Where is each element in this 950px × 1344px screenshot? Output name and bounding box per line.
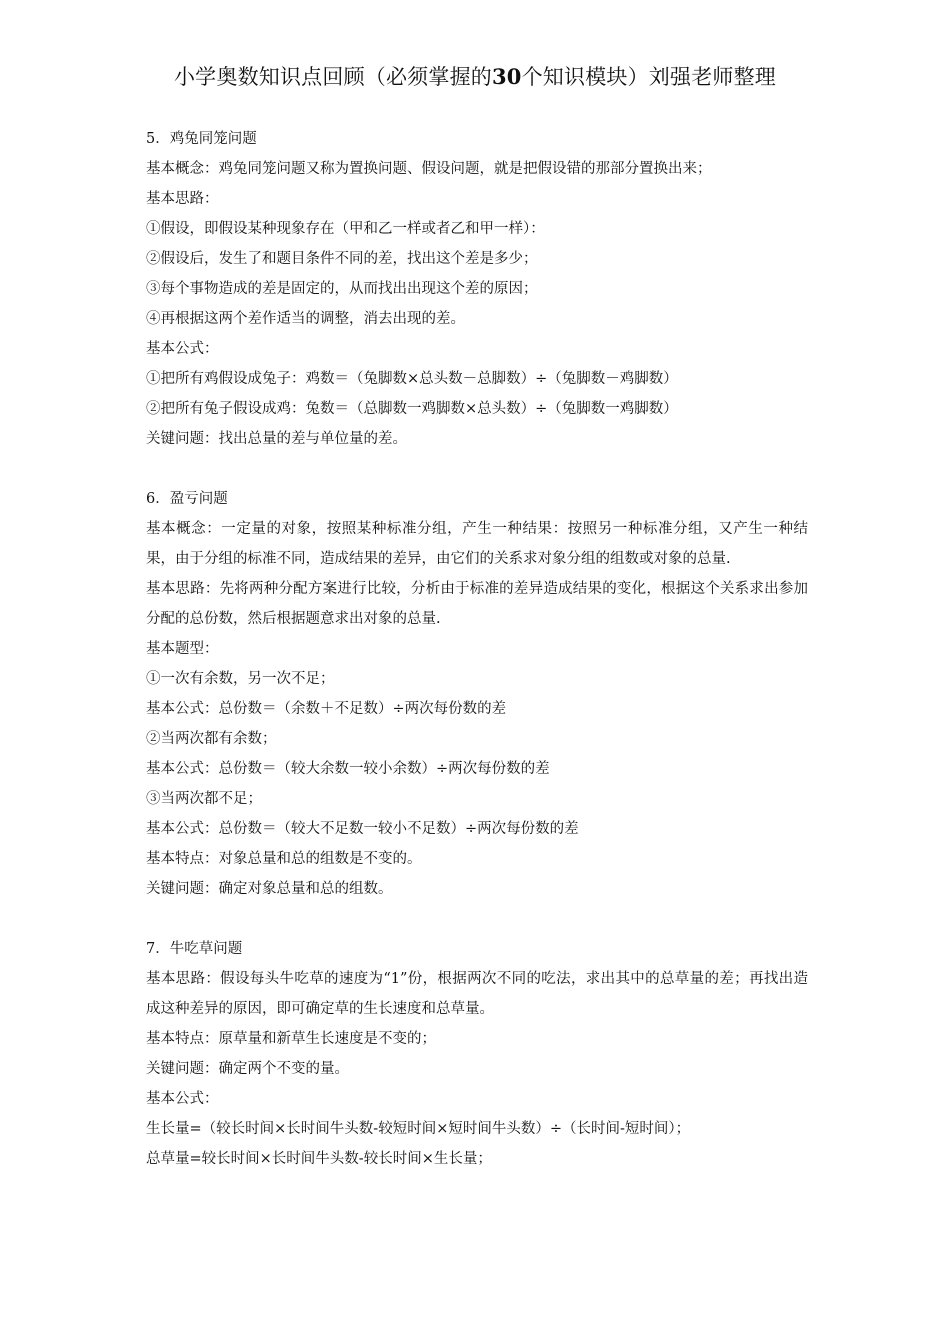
paragraph-line: 基本概念：一定量的对象，按照某种标准分组，产生一种结果：按照另一种标准分组，又产生一种结果，由于分组的标准不同，造成结果的差异，由它们的关系求对象分组的组数或对象的总量. — [146, 521, 808, 567]
section-heading: 5．鸡兔同笼问题 — [146, 131, 257, 147]
paragraph-line: 关键问题：找出总量的差与单位量的差。 — [146, 431, 407, 447]
paragraph-line: 基本公式： — [146, 1091, 219, 1107]
paragraph-line: 基本概念：鸡兔同笼问题又称为置换问题、假设问题，就是把假设错的那部分置换出来； — [146, 161, 712, 177]
paragraph-line: ①假设，即假设某种现象存在（甲和乙一样或者乙和甲一样）： — [146, 221, 545, 237]
paragraph-line: 生长量=（较长时间×长时间牛头数-较短时间×短时间牛头数）÷（长时间-短时间）； — [146, 1121, 691, 1137]
paragraph-line: ②当两次都有余数； — [146, 731, 277, 747]
paragraph-line: ①一次有余数，另一次不足； — [146, 671, 335, 687]
paragraph-line: 总草量=较长时间×长时间牛头数-较长时间×生长量； — [146, 1151, 492, 1167]
paragraph-line: 基本思路：先将两种分配方案进行比较，分析由于标准的差异造成结果的变化，根据这个关系求出参加分配的总份数，然后根据题意求出对象的总量. — [146, 581, 808, 627]
paragraph-line: 基本公式：总份数＝（余数＋不足数）÷两次每份数的差 — [146, 701, 507, 717]
paragraph-line: 基本思路： — [146, 191, 219, 207]
paragraph-line: ①把所有鸡假设成兔子：鸡数＝（兔脚数×总头数－总脚数）÷（兔脚数－鸡脚数） — [146, 371, 678, 387]
title-number: 30 — [491, 64, 522, 89]
paragraph-line: ②假设后，发生了和题目条件不同的差，找出这个差是多少； — [146, 251, 538, 267]
paragraph-line: 基本公式： — [146, 341, 219, 357]
paragraph-line: 关键问题：确定对象总量和总的组数。 — [146, 881, 393, 897]
section-spacer — [146, 454, 808, 484]
paragraph-line: 基本特点：对象总量和总的组数是不变的。 — [146, 851, 422, 867]
paragraph-line: 基本特点：原草量和新草生长速度是不变的； — [146, 1031, 436, 1047]
section-spacer — [146, 904, 808, 934]
paragraph-line: 基本公式：总份数＝（较大余数一较小余数）÷两次每份数的差 — [146, 761, 550, 777]
paragraph-line: 关键问题：确定两个不变的量。 — [146, 1061, 349, 1077]
title-prefix: 小学奥数知识点回顾（必须掌握的 — [173, 65, 492, 89]
section-heading: 6．盈亏问题 — [146, 491, 228, 507]
document-body — [146, 124, 808, 1174]
section-heading: 7．牛吃草问题 — [146, 941, 243, 957]
paragraph-line: ③当两次都不足； — [146, 791, 262, 807]
paragraph-line: 基本思路：假设每头牛吃草的速度为“1”份，根据两次不同的吃法，求出其中的总草量的差；再找出造成这种差异的原因，即可确定草的生长速度和总草量。 — [146, 971, 808, 1017]
paragraph-line: 基本题型： — [146, 641, 219, 657]
page-title — [0, 62, 950, 92]
paragraph-line: 基本公式：总份数＝（较大不足数一较小不足数）÷两次每份数的差 — [146, 821, 579, 837]
paragraph-line: ②把所有兔子假设成鸡：兔数＝（总脚数一鸡脚数×总头数）÷（兔脚数一鸡脚数） — [146, 401, 678, 417]
paragraph-line: ③每个事物造成的差是固定的，从而找出出现这个差的原因； — [146, 281, 538, 297]
title-suffix: 个知识模块）刘强老师整理 — [521, 65, 777, 89]
paragraph-line: ④再根据这两个差作适当的调整，消去出现的差。 — [146, 311, 465, 327]
